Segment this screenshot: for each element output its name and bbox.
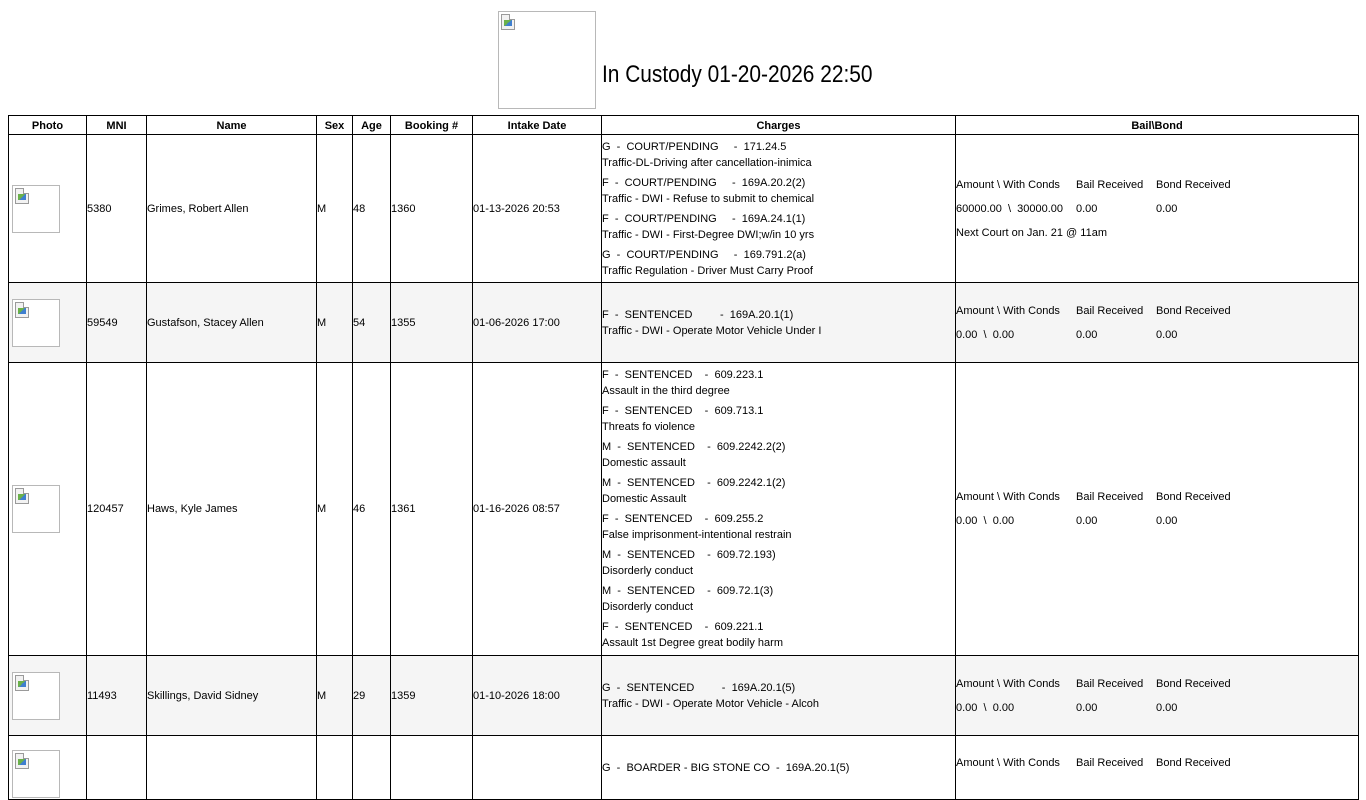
col-header-photo: Photo bbox=[9, 116, 87, 135]
bail-received-value: 0.00 bbox=[1076, 328, 1098, 341]
charges-cell bbox=[602, 363, 956, 656]
charge-code: G - COURT/PENDING - 169.791.2(a) bbox=[602, 248, 806, 261]
charge-code: F - COURT/PENDING - 169A.24.1(1) bbox=[602, 212, 806, 225]
bail-amount-label: Amount \ With Conds bbox=[956, 757, 1060, 769]
bail-received-value: 0.00 bbox=[1076, 701, 1098, 714]
col-header-charges: Charges bbox=[602, 116, 956, 135]
agency-logo bbox=[498, 11, 596, 109]
inmate-photo bbox=[12, 672, 60, 720]
mni-cell: 59549 bbox=[87, 283, 147, 363]
bail-received-label: Bail Received bbox=[1076, 491, 1144, 503]
charge-code: F - SENTENCED - 609.713.1 bbox=[602, 405, 764, 417]
charge-code: F - SENTENCED - 609.255.2 bbox=[602, 513, 764, 525]
bail-bond-cell bbox=[956, 283, 1359, 363]
charge-description: Disorderly conduct bbox=[602, 565, 694, 577]
charge-description: Traffic-DL-Driving after cancellation-inimica bbox=[602, 156, 812, 169]
name-cell: Grimes, Robert Allen bbox=[147, 135, 317, 283]
charge-code: F - SENTENCED - 609.221.1 bbox=[602, 621, 764, 633]
charge-description: Disorderly conduct bbox=[602, 601, 694, 613]
bail-bond-cell bbox=[956, 363, 1359, 656]
charge-description: Domestic Assault bbox=[602, 493, 687, 505]
age-cell: 54 bbox=[353, 283, 391, 363]
booking-cell: 1361 bbox=[391, 363, 473, 656]
bond-received-label: Bond Received bbox=[1156, 757, 1231, 769]
col-header-bail-bond: Bail\Bond bbox=[956, 116, 1359, 135]
booking-cell: 1355 bbox=[391, 283, 473, 363]
bail-summary bbox=[956, 299, 1358, 347]
table-row bbox=[9, 283, 1359, 363]
charge-entry bbox=[602, 511, 955, 543]
charge-code: G - COURT/PENDING - 171.24.5 bbox=[602, 140, 787, 153]
bail-received-label: Bail Received bbox=[1076, 677, 1144, 690]
bond-received-label: Bond Received bbox=[1156, 491, 1231, 503]
photo-cell bbox=[9, 656, 87, 736]
broken-image-icon bbox=[501, 14, 515, 30]
bond-received-value: 0.00 bbox=[1156, 515, 1178, 527]
bond-received-value bbox=[1156, 775, 1276, 799]
charge-description: Domestic assault bbox=[602, 457, 686, 469]
bail-amount-label: Amount \ With Conds bbox=[956, 178, 1060, 191]
name-cell: Skillings, David Sidney bbox=[147, 656, 317, 736]
bail-received-value: 0.00 bbox=[1076, 202, 1098, 215]
bail-summary bbox=[956, 173, 1358, 221]
bail-amount-value: 0.00 \ 0.00 bbox=[956, 328, 1015, 341]
charge-code: F - SENTENCED - 169A.20.1(1) bbox=[602, 308, 794, 321]
age-cell: 48 bbox=[353, 135, 391, 283]
booking-cell: 1360 bbox=[391, 135, 473, 283]
charge-entry bbox=[602, 439, 955, 471]
table-row bbox=[9, 656, 1359, 736]
bail-amount-label: Amount \ With Conds bbox=[956, 491, 1060, 503]
charge-code: F - SENTENCED - 609.223.1 bbox=[602, 369, 764, 381]
bail-bond-cell bbox=[956, 135, 1359, 283]
name-cell: Haws, Kyle James bbox=[147, 363, 317, 656]
bail-summary bbox=[956, 485, 1358, 533]
mni-cell: 5380 bbox=[87, 135, 147, 283]
sex-cell: M bbox=[317, 656, 353, 736]
next-court-note: Next Court on Jan. 21 @ 11am bbox=[956, 226, 1107, 239]
bond-received-label: Bond Received bbox=[1156, 304, 1231, 317]
charges-cell bbox=[602, 283, 956, 363]
charge-entry bbox=[602, 139, 955, 171]
col-header-sex: Sex bbox=[317, 116, 353, 135]
bail-received-value bbox=[1076, 775, 1156, 799]
broken-image-icon bbox=[15, 302, 29, 318]
col-header-name: Name bbox=[147, 116, 317, 135]
charge-description: Threats fo violence bbox=[602, 421, 695, 433]
charge-code: F - COURT/PENDING - 169A.20.2(2) bbox=[602, 176, 806, 189]
bail-amount-value: 0.00 \ 0.00 bbox=[956, 701, 1015, 714]
bail-amount-value: 60000.00 \ 30000.00 bbox=[956, 202, 1064, 215]
charge-description: Traffic - DWI - Operate Motor Vehicle Under I bbox=[602, 324, 822, 337]
bond-received-value: 0.00 bbox=[1156, 202, 1178, 215]
bail-summary bbox=[956, 751, 1358, 799]
broken-image-icon bbox=[15, 753, 29, 769]
bond-received-label: Bond Received bbox=[1156, 677, 1231, 690]
table-row bbox=[9, 363, 1359, 656]
bail-amount-value bbox=[956, 775, 1076, 799]
charge-entry bbox=[602, 367, 955, 399]
col-header-booking: Booking # bbox=[391, 116, 473, 135]
charge-entry bbox=[602, 680, 955, 712]
charge-description: False imprisonment-intentional restrain bbox=[602, 529, 792, 541]
table-body bbox=[9, 135, 1359, 800]
sex-cell: M bbox=[317, 135, 353, 283]
charge-description: Traffic - DWI - Refuse to submit to chemical bbox=[602, 192, 815, 205]
charge-entry bbox=[602, 583, 955, 615]
charge-entry bbox=[602, 619, 955, 651]
col-header-intake: Intake Date bbox=[473, 116, 602, 135]
age-cell: 46 bbox=[353, 363, 391, 656]
charge-entry bbox=[602, 760, 955, 776]
bail-amount-label: Amount \ With Conds bbox=[956, 677, 1060, 690]
inmate-photo bbox=[12, 299, 60, 347]
photo-cell bbox=[9, 283, 87, 363]
mni-cell: 120457 bbox=[87, 363, 147, 656]
col-header-age: Age bbox=[353, 116, 391, 135]
charges-cell bbox=[602, 656, 956, 736]
charge-entry bbox=[602, 211, 955, 243]
bail-bond-cell bbox=[956, 656, 1359, 736]
charge-description: Assault 1st Degree great bodily harm bbox=[602, 637, 783, 649]
intake-date-cell: 01-10-2026 18:00 bbox=[473, 656, 602, 736]
page-title: In Custody 01-20-2026 22:50 bbox=[602, 61, 873, 88]
photo-cell bbox=[9, 135, 87, 283]
page-header bbox=[0, 0, 1366, 113]
col-header-mni: MNI bbox=[87, 116, 147, 135]
intake-date-cell: 01-16-2026 08:57 bbox=[473, 363, 602, 656]
photo-cell bbox=[9, 363, 87, 656]
sex-cell: M bbox=[317, 363, 353, 656]
broken-image-icon bbox=[15, 188, 29, 204]
bail-received-label: Bail Received bbox=[1076, 757, 1144, 769]
bail-amount-value: 0.00 \ 0.00 bbox=[956, 515, 1015, 527]
bail-summary bbox=[956, 672, 1358, 720]
bond-received-value: 0.00 bbox=[1156, 701, 1178, 714]
inmate-photo bbox=[12, 185, 60, 233]
bail-received-label: Bail Received bbox=[1076, 178, 1144, 191]
charge-code: M - SENTENCED - 609.72.1(3) bbox=[602, 585, 774, 597]
inmate-photo bbox=[12, 485, 60, 533]
name-cell: Gustafson, Stacey Allen bbox=[147, 283, 317, 363]
charge-code: G - BOARDER - BIG STONE CO - 169A.20.1(5) bbox=[602, 762, 850, 774]
inmate-photo bbox=[12, 750, 60, 798]
charge-entry bbox=[602, 307, 955, 339]
charge-entry bbox=[602, 403, 955, 435]
table-row bbox=[9, 135, 1359, 283]
booking-cell: 1359 bbox=[391, 656, 473, 736]
broken-image-icon bbox=[15, 488, 29, 504]
charge-code: M - SENTENCED - 609.2242.1(2) bbox=[602, 477, 786, 489]
bail-received-value: 0.00 bbox=[1076, 515, 1098, 527]
charge-entry bbox=[602, 547, 955, 579]
table-header-row bbox=[9, 116, 1359, 135]
custody-table bbox=[8, 115, 1359, 800]
mni-cell: 11493 bbox=[87, 656, 147, 736]
intake-date-cell: 01-06-2026 17:00 bbox=[473, 283, 602, 363]
bail-amount-label: Amount \ With Conds bbox=[956, 304, 1060, 317]
bond-received-value: 0.00 bbox=[1156, 328, 1178, 341]
broken-image-icon bbox=[15, 675, 29, 691]
charges-cell bbox=[602, 135, 956, 283]
charge-description: Assault in the third degree bbox=[602, 385, 730, 397]
charge-code: M - SENTENCED - 609.2242.2(2) bbox=[602, 441, 786, 453]
charge-description: Traffic - DWI - First-Degree DWI;w/in 10 yrs bbox=[602, 228, 815, 241]
charge-entry bbox=[602, 475, 955, 507]
charge-code: G - SENTENCED - 169A.20.1(5) bbox=[602, 681, 796, 694]
bond-received-label: Bond Received bbox=[1156, 178, 1231, 191]
sex-cell: M bbox=[317, 283, 353, 363]
charge-code: M - SENTENCED - 609.72.193) bbox=[602, 549, 776, 561]
charge-description: Traffic Regulation - Driver Must Carry Proof bbox=[602, 264, 813, 277]
intake-date-cell: 01-13-2026 20:53 bbox=[473, 135, 602, 283]
charge-entry bbox=[602, 175, 955, 207]
charge-entry bbox=[602, 247, 955, 279]
charge-description: Traffic - DWI - Operate Motor Vehicle - Alcoh bbox=[602, 697, 820, 710]
bail-received-label: Bail Received bbox=[1076, 304, 1144, 317]
age-cell: 29 bbox=[353, 656, 391, 736]
